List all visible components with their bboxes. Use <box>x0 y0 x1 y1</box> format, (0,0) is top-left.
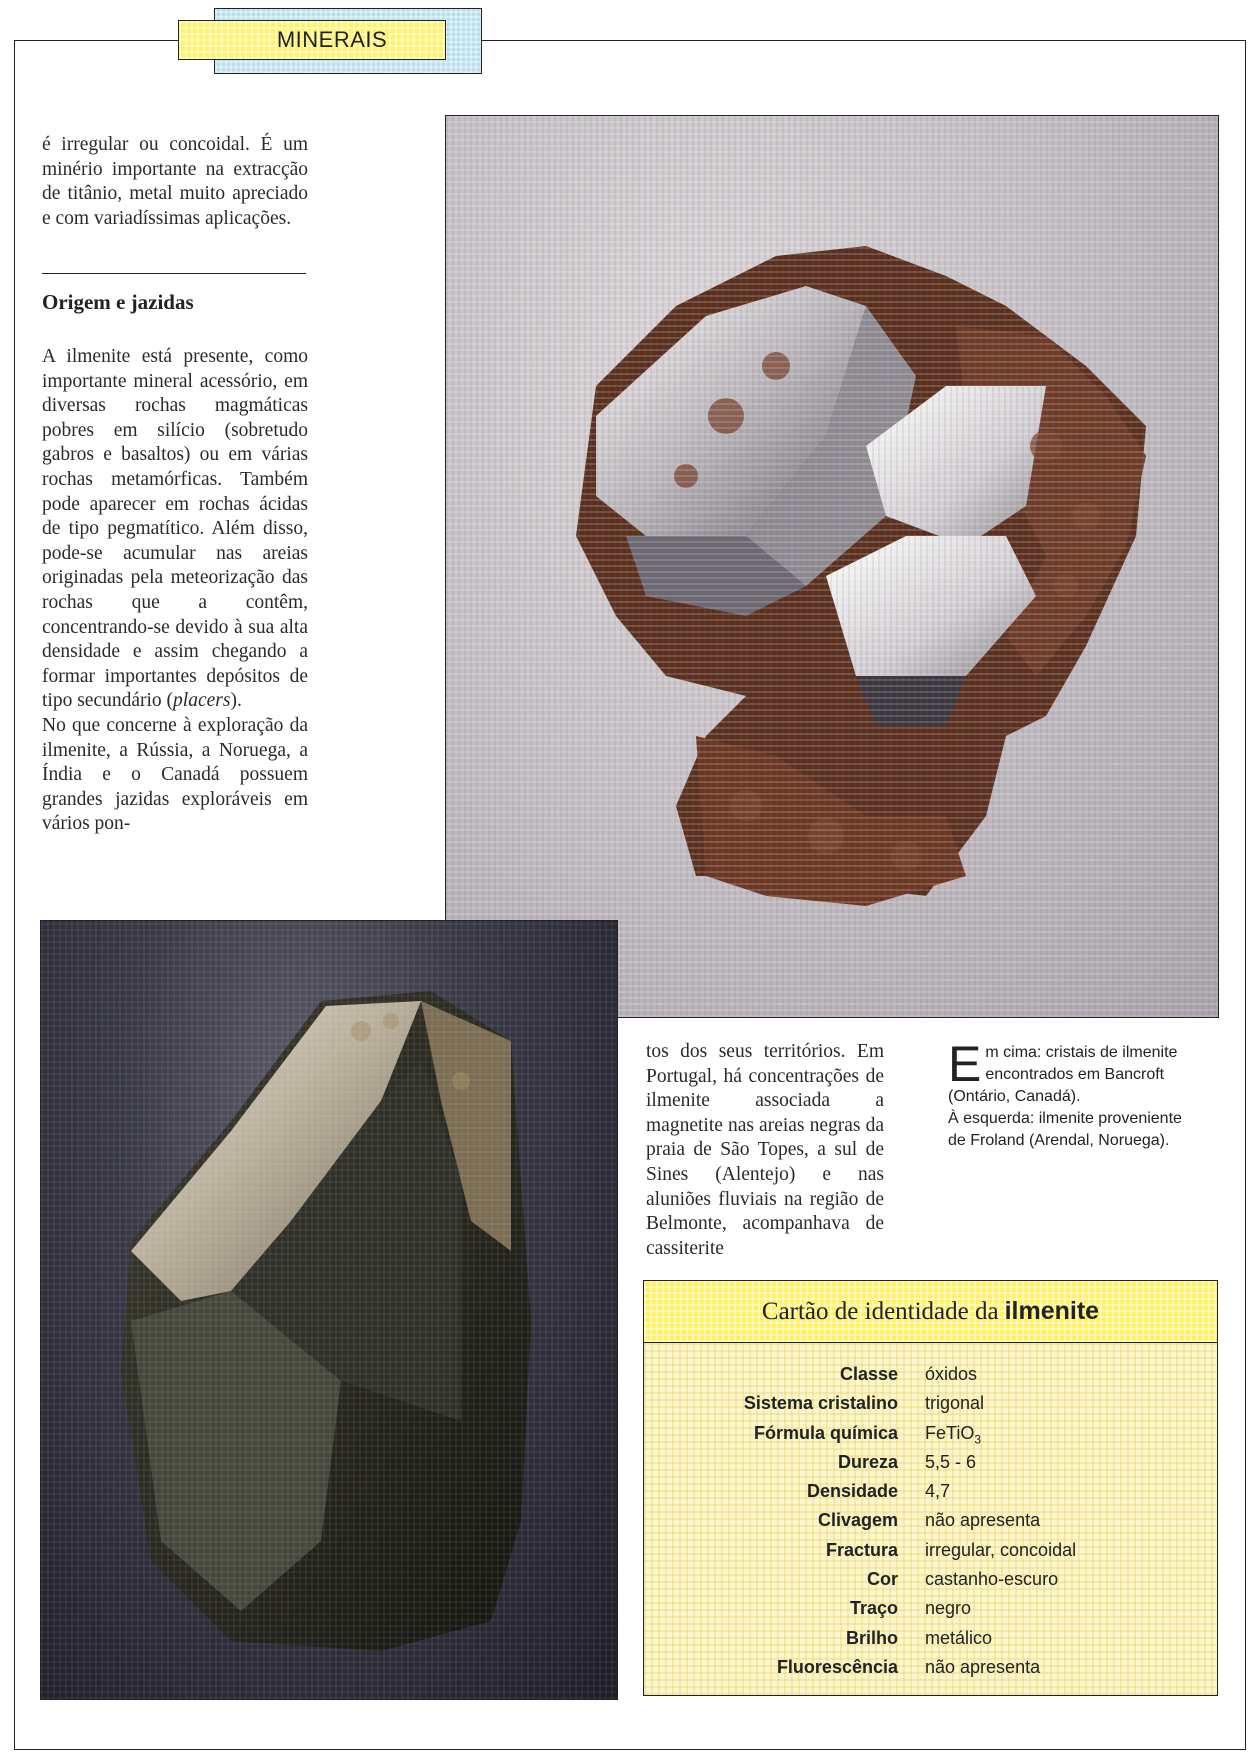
property-value-text: castanho-escuro <box>925 1569 1059 1590</box>
property-value <box>925 1569 1058 1598</box>
property-value <box>925 1481 950 1510</box>
property-label: Sistema cristalino <box>743 1393 898 1414</box>
identity-card-rows <box>644 1364 1217 1686</box>
photo-ilmenite-bancroft <box>445 115 1219 1018</box>
property-value <box>925 1452 976 1481</box>
identity-card-row <box>644 1364 1217 1393</box>
body-column-middle <box>646 1040 884 1261</box>
identity-card-row <box>644 1657 1217 1686</box>
property-value <box>925 1598 971 1627</box>
mineral-crystal-image <box>41 921 618 1700</box>
property-value-text: óxidos <box>925 1364 978 1384</box>
property-label: Traço <box>849 1598 898 1619</box>
identity-card-title <box>644 1281 1217 1343</box>
section-header-tab <box>178 20 446 60</box>
property-value-text: metálico <box>925 1627 993 1648</box>
intro-paragraph <box>42 133 308 231</box>
identity-card-row <box>644 1481 1217 1510</box>
photo-caption <box>948 1036 1196 1152</box>
property-value <box>925 1510 1040 1539</box>
identity-card-row <box>644 1569 1217 1598</box>
property-value <box>925 1364 977 1393</box>
identity-card <box>643 1280 1218 1696</box>
property-value-text: trigonal <box>925 1393 985 1414</box>
property-label: Fórmula química <box>753 1422 898 1443</box>
body-paragraph-1 <box>42 345 308 714</box>
property-label: Fractura <box>825 1539 898 1560</box>
section-divider <box>42 273 306 274</box>
body-paragraph-2: No que concerne à exploração da ilmenite, a Rússia, a Noruega, a Índia e o Canadá possuem grandes jazidas exploráveis em vários pon- <box>42 714 308 835</box>
body-column-left <box>42 345 308 837</box>
property-value-text: 4,7 <box>925 1481 951 1502</box>
identity-card-row <box>644 1393 1217 1422</box>
caption-dropcap: E <box>948 1036 982 1092</box>
identity-card-title-prefix: Cartão de identidade da <box>761 1297 999 1325</box>
mineral-specimen-image <box>446 116 1219 1018</box>
property-value <box>925 1423 981 1452</box>
property-value-text: negro <box>925 1598 972 1619</box>
identity-card-row <box>644 1628 1217 1657</box>
identity-card-row <box>644 1423 1217 1452</box>
identity-card-row <box>644 1452 1217 1481</box>
placers-term: placers <box>173 690 231 712</box>
body-paragraph-3: tos dos seus territórios. Em Portugal, há concentrações de ilmenite associada a magnetite nas areias negras da praia de São Topes, a sul de Sines (Alentejo) e nas aluniões fluviais na região de Belmonte, acompanhava de cassiterite <box>646 1041 884 1259</box>
identity-card-row <box>644 1598 1217 1627</box>
property-value-text: irregular, concoidal <box>925 1539 1077 1560</box>
caption-line-2: À esquerda: ilmenite proveniente de Froland (Arendal, Noruega). <box>948 1110 1182 1149</box>
caption-line-1: m cima: cristais de ilmenite encontrados em Bancroft (Ontário, Canadá). <box>948 1044 1178 1105</box>
body-paragraph-1-end: ). <box>230 690 242 712</box>
body-paragraph-1-text: A ilmenite está presente, como importante mineral acessório, em diversas rochas magmáticas pobres em silício (sobretudo gabros e basaltos) ou em várias rochas metamórficas. Também pode aparecer em rochas ácidas de tipo pegmatítico. Além disso, pode-se acumular nas areias originadas pela meteorização das rochas que a contêm, concentrando-se devido à sua alta densidade e assim chegando a formar importantes depósitos de tipo secundário ( <box>42 346 308 712</box>
section-header-label: MINERAIS <box>276 27 388 52</box>
property-label: Brilho <box>846 1627 898 1648</box>
property-label: Cor <box>867 1569 898 1590</box>
intro-text: é irregular ou concoidal. É um minério importante na extracção de titânio, metal muito apreciado e com variadíssimas aplicações. <box>42 134 308 229</box>
property-value <box>925 1393 984 1422</box>
formula-subscript: 3 <box>974 1432 982 1447</box>
property-value <box>925 1657 1040 1686</box>
property-label: Clivagem <box>817 1510 898 1531</box>
property-value <box>925 1540 1076 1569</box>
identity-card-row <box>644 1510 1217 1539</box>
photo-ilmenite-froland <box>40 920 618 1700</box>
property-value <box>925 1628 992 1657</box>
property-value-text: FeTiO <box>925 1422 975 1443</box>
property-label: Dureza <box>837 1451 898 1472</box>
identity-card-title-mineral: ilmenite <box>1004 1297 1100 1325</box>
property-label: Densidade <box>806 1481 898 1502</box>
property-label: Classe <box>839 1364 898 1384</box>
identity-card-row <box>644 1540 1217 1569</box>
property-value-text: 5,5 - 6 <box>925 1451 977 1472</box>
property-value-text: não apresenta <box>925 1656 1041 1677</box>
property-value-text: não apresenta <box>925 1510 1041 1531</box>
section-title: Origem e jazidas <box>42 290 194 314</box>
property-label: Fluorescência <box>776 1656 898 1677</box>
